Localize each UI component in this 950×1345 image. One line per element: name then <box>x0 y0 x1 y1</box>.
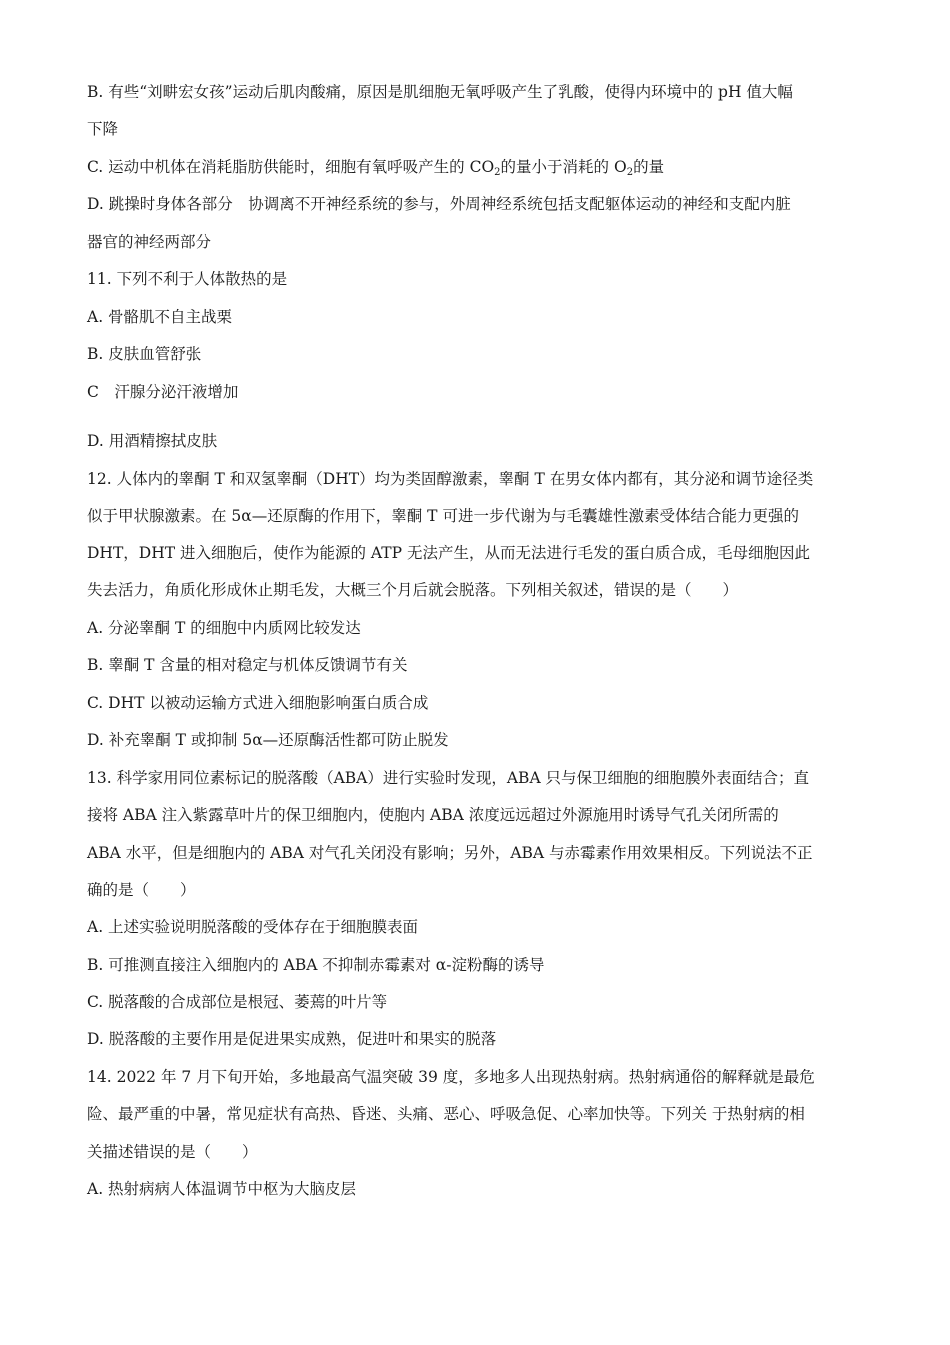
q10-option-c-text1: C. 运动中机体在消耗脂肪供能时，细胞有氧呼吸产生的 CO <box>87 158 495 176</box>
q14-stem-line1: 14. 2022 年 7 月下旬开始，多地最高气温突破 39 度，多地多人出现热射病。热射病通俗的解释就是最危 <box>87 1068 815 1086</box>
q14-option-a: A. 热射病病人体温调节中枢为大脑皮层 <box>87 1180 357 1198</box>
q10-option-c <box>87 157 664 177</box>
q12-stem-line1: 12. 人体内的睾酮 T 和双氢睾酮（DHT）均为类固醇激素，睾酮 T 在男女体内都有，其分泌和调节途径类 <box>87 470 814 488</box>
q10-option-d-line2: 器官的神经两部分 <box>87 233 212 251</box>
q13-stem-line1: 13. 科学家用同位素标记的脱落酸（ABA）进行实验时发现，ABA 只与保卫细胞的细胞膜外表面结合；直 <box>87 769 810 787</box>
q14-stem-line3: 关描述错误的是（ ） <box>87 1143 258 1161</box>
q11-option-a: A. 骨骼肌不自主战栗 <box>87 308 233 326</box>
q12-stem-line3: DHT，DHT 进入细胞后，使作为能源的 ATP 无法产生，从而无法进行毛发的蛋白质合成，毛母细胞因此 <box>87 544 810 562</box>
co2-subscript: 2 <box>494 167 501 178</box>
q12-stem-line4: 失去活力，角质化形成休止期毛发，大概三个月后就会脱落。下列相关叙述，错误的是（ ） <box>87 581 739 599</box>
q11-option-c: C 汗腺分泌汗液增加 <box>87 383 239 401</box>
q12-option-c: C. DHT 以被动运输方式进入细胞影响蛋白质合成 <box>87 694 429 712</box>
q10-option-b-line1: B. 有些“刘畊宏女孩”运动后肌肉酸痛，原因是肌细胞无氧呼吸产生了乳酸，使得内环境中的 pH 值大幅 <box>87 83 793 101</box>
q13-stem-line4: 确的是（ ） <box>87 881 196 899</box>
q13-option-a: A. 上述实验说明脱落酸的受体存在于细胞膜表面 <box>87 918 419 936</box>
q10-option-b-line2: 下降 <box>87 120 119 138</box>
q12-stem-line2: 似于甲状腺激素。在 5α—还原酶的作用下，睾酮 T 可进一步代谢为与毛囊雄性激素受体结合能力更强的 <box>87 507 799 525</box>
q11-option-d: D. 用酒精擦拭皮肤 <box>87 432 218 450</box>
q11-option-b: B. 皮肤血管舒张 <box>87 345 202 363</box>
q12-option-b: B. 睾酮 T 含量的相对稳定与机体反馈调节有关 <box>87 656 408 674</box>
q13-stem-line2: 接将 ABA 注入紫露草叶片的保卫细胞内，使胞内 ABA 浓度远远超过外源施用时诱导气孔关闭所需的 <box>87 806 779 824</box>
q13-option-c: C. 脱落酸的合成部位是根冠、萎蔫的叶片等 <box>87 993 388 1011</box>
q13-stem-line3: ABA 水平，但是细胞内的 ABA 对气孔关闭没有影响；另外，ABA 与赤霉素作用效果相反。下列说法不正 <box>87 844 813 862</box>
q10-option-c-text3: 的量 <box>633 158 665 176</box>
q10-option-d-line1: D. 跳操时身体各部分 协调离不开神经系统的参与，外周神经系统包括支配躯体运动的神经和支配内脏 <box>87 195 791 213</box>
q12-option-d: D. 补充睾酮 T 或抑制 5α—还原酶活性都可防止脱发 <box>87 731 449 749</box>
q14-stem-line2: 险、最严重的中暑，常见症状有高热、昏迷、头痛、恶心、呼吸急促、心率加快等。下列关 于热射病的相 <box>87 1105 805 1123</box>
q11-stem: 11. 下列不利于人体散热的是 <box>87 270 288 288</box>
q13-option-d: D. 脱落酸的主要作用是促进果实成熟，促进叶和果实的脱落 <box>87 1030 497 1048</box>
q12-option-a: A. 分泌睾酮 T 的细胞中内质网比较发达 <box>87 619 361 637</box>
o2-subscript: 2 <box>626 167 634 178</box>
q13-option-b: B. 可推测直接注入细胞内的 ABA 不抑制赤霉素对 α-淀粉酶的诱导 <box>87 956 545 974</box>
q10-option-c-text2: 的量小于消耗的 O <box>500 158 627 176</box>
